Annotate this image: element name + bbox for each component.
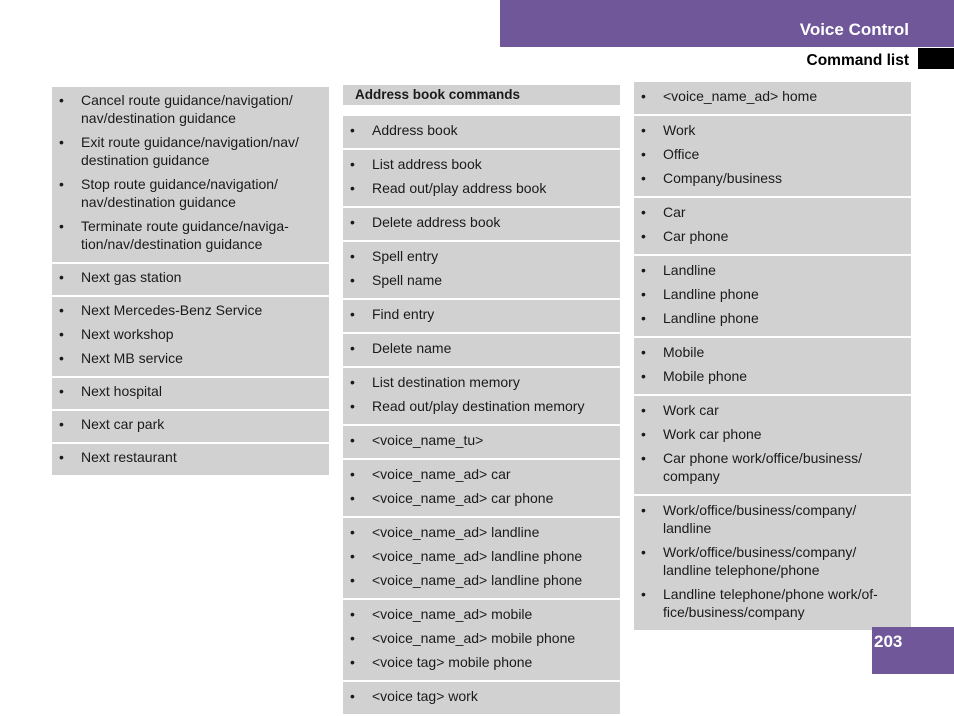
command-item: • Next hospital xyxy=(52,382,329,400)
command-item: • <voice_name_ad> landline xyxy=(343,523,620,541)
command-group xyxy=(634,116,911,198)
command-group xyxy=(343,334,620,368)
command-item: • <voice_name_ad> home xyxy=(634,87,911,105)
command-item: • Car xyxy=(634,203,911,221)
command-item: • <voice_name_ad> car phone xyxy=(343,489,620,507)
section-heading: Address book commands xyxy=(343,85,620,105)
command-groups xyxy=(343,116,620,716)
command-item: • Next car park xyxy=(52,415,329,433)
command-item: • Next restaurant xyxy=(52,448,329,466)
command-group xyxy=(343,426,620,460)
command-item: • Find entry xyxy=(343,305,620,323)
command-item: • Stop route guidance/navigation/ nav/destination guidance xyxy=(52,175,329,211)
command-item: • Read out/play destination memory xyxy=(343,397,620,415)
command-item: • Work car phone xyxy=(634,425,911,443)
command-item: • Company/business xyxy=(634,169,911,187)
command-group xyxy=(52,264,329,297)
command-item: • Landline xyxy=(634,261,911,279)
command-group xyxy=(52,444,329,477)
command-item: • Cancel route guidance/navigation/ nav/destination guidance xyxy=(52,91,329,127)
command-group xyxy=(634,338,911,396)
column-voice-name-commands xyxy=(634,82,911,632)
command-item: • <voice tag> work xyxy=(343,687,620,705)
command-group xyxy=(343,460,620,518)
command-item: • <voice_name_ad> mobile xyxy=(343,605,620,623)
command-group xyxy=(634,496,911,632)
command-group xyxy=(634,256,911,338)
command-item: • Next Mercedes-Benz Service xyxy=(52,301,329,319)
command-item: • Exit route guidance/navigation/nav/ destination guidance xyxy=(52,133,329,169)
header-band xyxy=(500,0,954,47)
command-item: • Mobile phone xyxy=(634,367,911,385)
command-group xyxy=(634,396,911,496)
command-item: • Spell name xyxy=(343,271,620,289)
command-item: • <voice tag> mobile phone xyxy=(343,653,620,671)
page-number-box xyxy=(872,627,954,674)
command-group xyxy=(343,242,620,300)
command-item: • Landline phone xyxy=(634,285,911,303)
command-group xyxy=(343,300,620,334)
command-item: • Next gas station xyxy=(52,268,329,286)
command-item: • <voice_name_ad> mobile phone xyxy=(343,629,620,647)
command-item: • Delete name xyxy=(343,339,620,357)
command-item: • Landline phone xyxy=(634,309,911,327)
command-item: • List destination memory xyxy=(343,373,620,391)
command-group xyxy=(634,82,911,116)
command-item: • Car phone xyxy=(634,227,911,245)
command-item: • Work/office/business/company/ landline xyxy=(634,501,911,537)
command-item: • Spell entry xyxy=(343,247,620,265)
command-group xyxy=(343,116,620,150)
command-item: • Work car xyxy=(634,401,911,419)
command-item: • Work xyxy=(634,121,911,139)
command-group xyxy=(343,600,620,682)
command-item: • Next workshop xyxy=(52,325,329,343)
command-group xyxy=(634,198,911,256)
command-item: • Work/office/business/company/ landline telephone/phone xyxy=(634,543,911,579)
command-item: • Car phone work/office/business/ company xyxy=(634,449,911,485)
command-item: • Landline telephone/phone work/of- fice/business/company xyxy=(634,585,911,621)
command-item: • Mobile xyxy=(634,343,911,361)
command-group xyxy=(343,682,620,716)
page-number: 203 xyxy=(874,632,903,651)
command-group xyxy=(52,378,329,411)
column-navigation-commands xyxy=(52,87,329,477)
page-title: Voice Control xyxy=(799,20,909,39)
command-item: • Read out/play address book xyxy=(343,179,620,197)
command-item: • Office xyxy=(634,145,911,163)
command-group xyxy=(343,368,620,426)
command-item: • <voice_name_ad> landline phone xyxy=(343,547,620,565)
command-group xyxy=(52,87,329,264)
section-tab-marker xyxy=(918,48,954,69)
command-group xyxy=(343,518,620,600)
command-group xyxy=(343,150,620,208)
column-address-book-commands xyxy=(343,85,620,716)
command-item: • Address book xyxy=(343,121,620,139)
section-subtitle: Command list xyxy=(806,52,909,69)
command-item: • Next MB service xyxy=(52,349,329,367)
command-item: • <voice_name_tu> xyxy=(343,431,620,449)
command-item: • Terminate route guidance/naviga- tion/nav/destination guidance xyxy=(52,217,329,253)
command-group xyxy=(343,208,620,242)
command-group xyxy=(52,297,329,378)
command-item: • Delete address book xyxy=(343,213,620,231)
command-item: • <voice_name_ad> car xyxy=(343,465,620,483)
command-item: • <voice_name_ad> landline phone xyxy=(343,571,620,589)
command-group xyxy=(52,411,329,444)
command-item: • List address book xyxy=(343,155,620,173)
